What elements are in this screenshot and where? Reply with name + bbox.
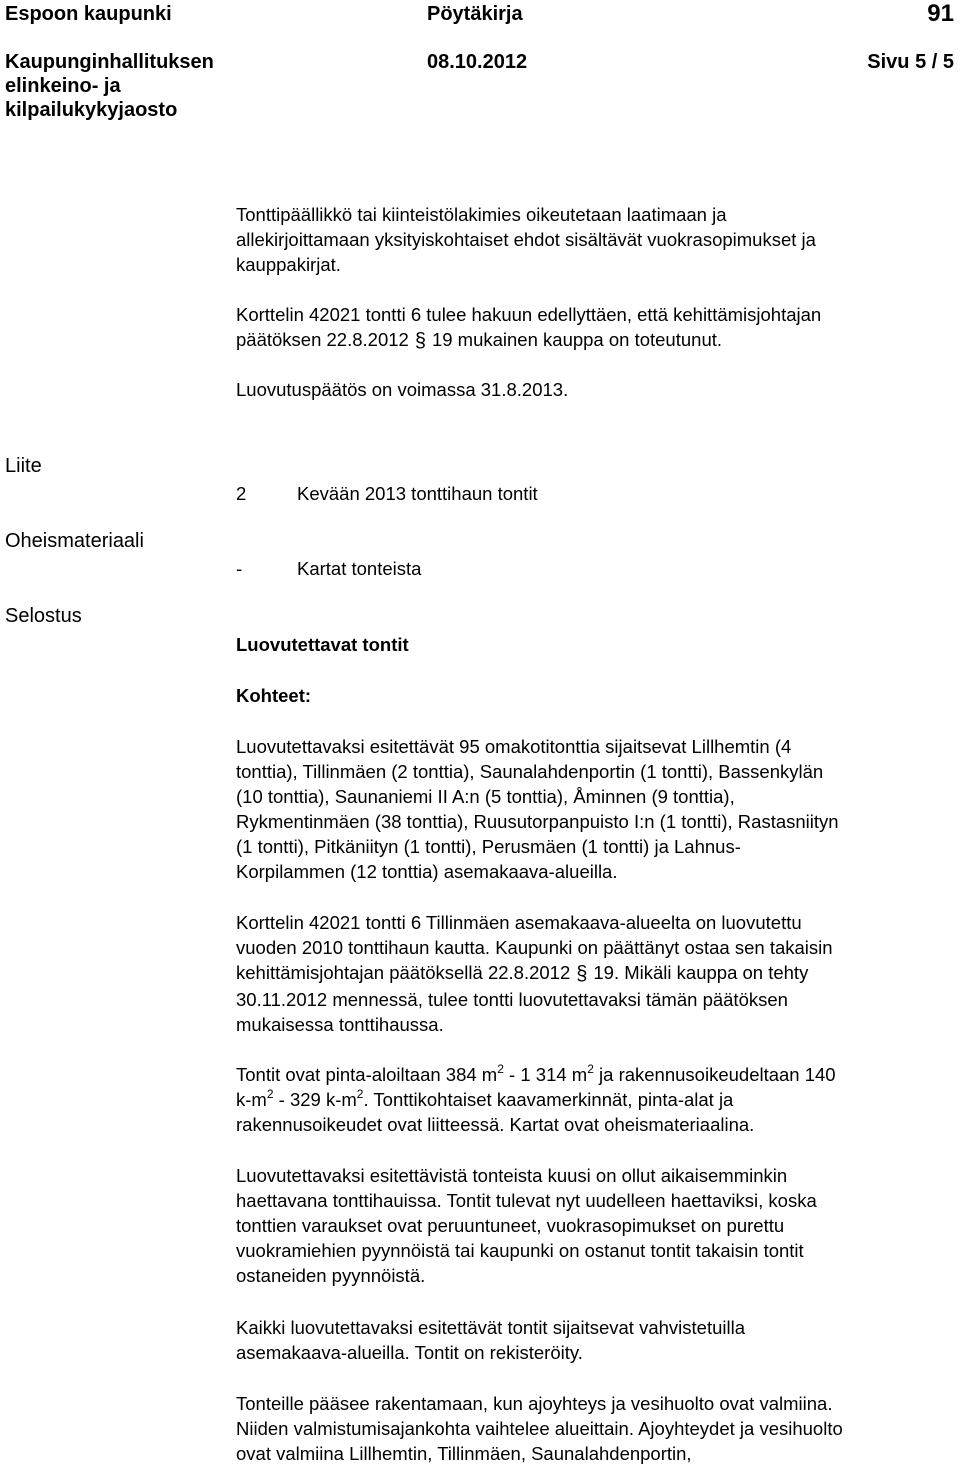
text-fragment: 19 mukainen kauppa on toteutunut.	[431, 329, 723, 350]
text-line: 30.11.2012 mennessä, tulee tontti luovutettavaksi tämän päätöksen	[236, 989, 788, 1010]
body-paragraph-5	[236, 1315, 745, 1365]
committee-line-3: kilpailukykyjaosto	[5, 99, 178, 121]
text-fragment: - 329 k-m	[273, 1089, 357, 1110]
text-line: Tonttipäällikkö tai kiinteistölakimies oikeutetaan laatimaan ja	[236, 204, 727, 225]
label-liite: Liite	[5, 455, 42, 477]
text-line: rakennusoikeudet ovat liitteessä. Kartat ovat oheismateriaalina.	[236, 1114, 755, 1135]
text-line: Rykmentinmäen (38 tonttia), Ruusutorpanpuisto I:n (1 tontti), Rastasniityn	[236, 811, 839, 832]
committee-line-1: Kaupunginhallituksen	[5, 51, 214, 73]
body-paragraph-6	[236, 1391, 843, 1466]
superscript: 2	[266, 1087, 274, 1101]
text-line: Tonteille pääsee rakentamaan, kun ajoyhteys ja vesihuolto ovat valmiina.	[236, 1393, 833, 1414]
intro-paragraph-3: Luovutuspäätös on voimassa 31.8.2013.	[236, 379, 569, 400]
meeting-date: 08.10.2012	[427, 51, 528, 73]
text-fragment: Tontit ovat pinta-aloiltaan 384 m	[236, 1064, 498, 1085]
text-line: mukaisessa tonttihaussa.	[236, 1014, 444, 1035]
body-paragraph-2	[236, 910, 833, 1037]
text-line: tonttia), Tillinmäen (2 tonttia), Saunalahdenportin (1 tontti), Bassenkylän	[236, 761, 824, 782]
text-line: kauppakirjat.	[236, 254, 341, 275]
text-fragment: - 1 314 m	[503, 1064, 588, 1085]
text-fragment: . Tonttikohtaiset kaavamerkinnät, pinta-alat ja	[363, 1089, 734, 1110]
section-sign: §	[414, 330, 426, 352]
section-sign: §	[576, 963, 588, 985]
text-line: vuokramiehien pyynnöistä tai kaupunki on ostanut tontit takaisin tontit	[236, 1240, 804, 1261]
attachment-number: 2	[236, 483, 247, 504]
material-dash: -	[236, 558, 243, 579]
attachment-title: Kevään 2013 tonttihaun tontit	[297, 483, 538, 504]
superscript: 2	[356, 1087, 364, 1101]
label-oheismateriaali: Oheismateriaali	[5, 530, 144, 552]
committee-line-2: elinkeino- ja	[5, 75, 121, 97]
text-line: Kaikki luovutettavaksi esitettävät tontit sijaitsevat vahvistetuilla	[236, 1317, 745, 1338]
text-line	[236, 327, 821, 354]
page-number: Sivu 5 / 5	[867, 51, 954, 73]
text-line: Korttelin 42021 tontti 6 Tillinmäen asemakaava-alueelta on luovutettu	[236, 912, 802, 933]
text-line	[236, 960, 833, 987]
text-fragment: k-m	[236, 1089, 267, 1110]
text-line: vuoden 2010 tonttihaun kautta. Kaupunki on päättänyt ostaa sen takaisin	[236, 937, 833, 958]
text-line: Niiden valmistumisajankohta vaihtelee alueittain. Ajoyhteydet ja vesihuolto	[236, 1418, 843, 1439]
text-line: Luovutettavaksi esitettävät 95 omakotitonttia sijaitsevat Lillhemtin (4	[236, 736, 792, 757]
text-line: (1 tontti), Pitkäniityn (1 tontti), Perusmäen (1 tontti) ja Lahnus-	[236, 836, 741, 857]
label-selostus: Selostus	[5, 605, 82, 627]
text-line: Luovutettavaksi esitettävistä tonteista kuusi on ollut aikaisemminkin	[236, 1165, 788, 1186]
section-heading: Luovutettavat tontit	[236, 634, 409, 655]
text-fragment: kehittämisjohtajan päätöksellä 22.8.2012	[236, 962, 571, 983]
intro-paragraph-2	[236, 302, 821, 354]
body-paragraph-1	[236, 734, 839, 884]
text-fragment: ja rakennusoikeudeltaan 140	[593, 1064, 836, 1085]
committee-name	[5, 50, 214, 122]
text-line: Korpilammen (12 tonttia) asemakaava-alueilla.	[236, 861, 618, 882]
text-line: Korttelin 42021 tontti 6 tulee hakuun edellyttäen, että kehittämisjohtajan	[236, 304, 822, 325]
text-line: haettavana tonttihauissa. Tontit tulevat nyt uudelleen haettaviksi, koska	[236, 1190, 817, 1211]
section-subheading: Kohteet:	[236, 685, 312, 706]
text-line: tonttien varaukset ovat peruuntuneet, vuokrasopimukset on purettu	[236, 1215, 785, 1236]
text-line	[236, 1087, 836, 1112]
text-line: asemakaava-alueilla. Tontit on rekisteröity.	[236, 1342, 583, 1363]
text-line: ovat valmiina Lillhemtin, Tillinmäen, Saunalahdenportin,	[236, 1443, 692, 1464]
material-title: Kartat tonteista	[297, 558, 422, 579]
text-line: ostaneiden pyynnöistä.	[236, 1265, 426, 1286]
body-paragraph-4	[236, 1163, 817, 1288]
item-number: 91	[927, 0, 954, 27]
text-fragment: päätöksen 22.8.2012	[236, 329, 409, 350]
body-paragraph-3	[236, 1062, 836, 1137]
superscript: 2	[587, 1062, 594, 1076]
text-line: (10 tonttia), Saunaniemi II A:n (5 tonttia), Åminnen (9 tonttia),	[236, 786, 735, 807]
text-line: allekirjoittamaan yksityiskohtaiset ehdot sisältävät vuokrasopimukset ja	[236, 229, 816, 250]
document-type: Pöytäkirja	[427, 3, 523, 25]
superscript: 2	[497, 1062, 504, 1076]
intro-paragraph-1	[236, 202, 816, 277]
text-fragment: 19. Mikäli kauppa on tehty	[593, 962, 809, 983]
text-line	[236, 1062, 836, 1087]
city-name: Espoon kaupunki	[5, 3, 172, 25]
